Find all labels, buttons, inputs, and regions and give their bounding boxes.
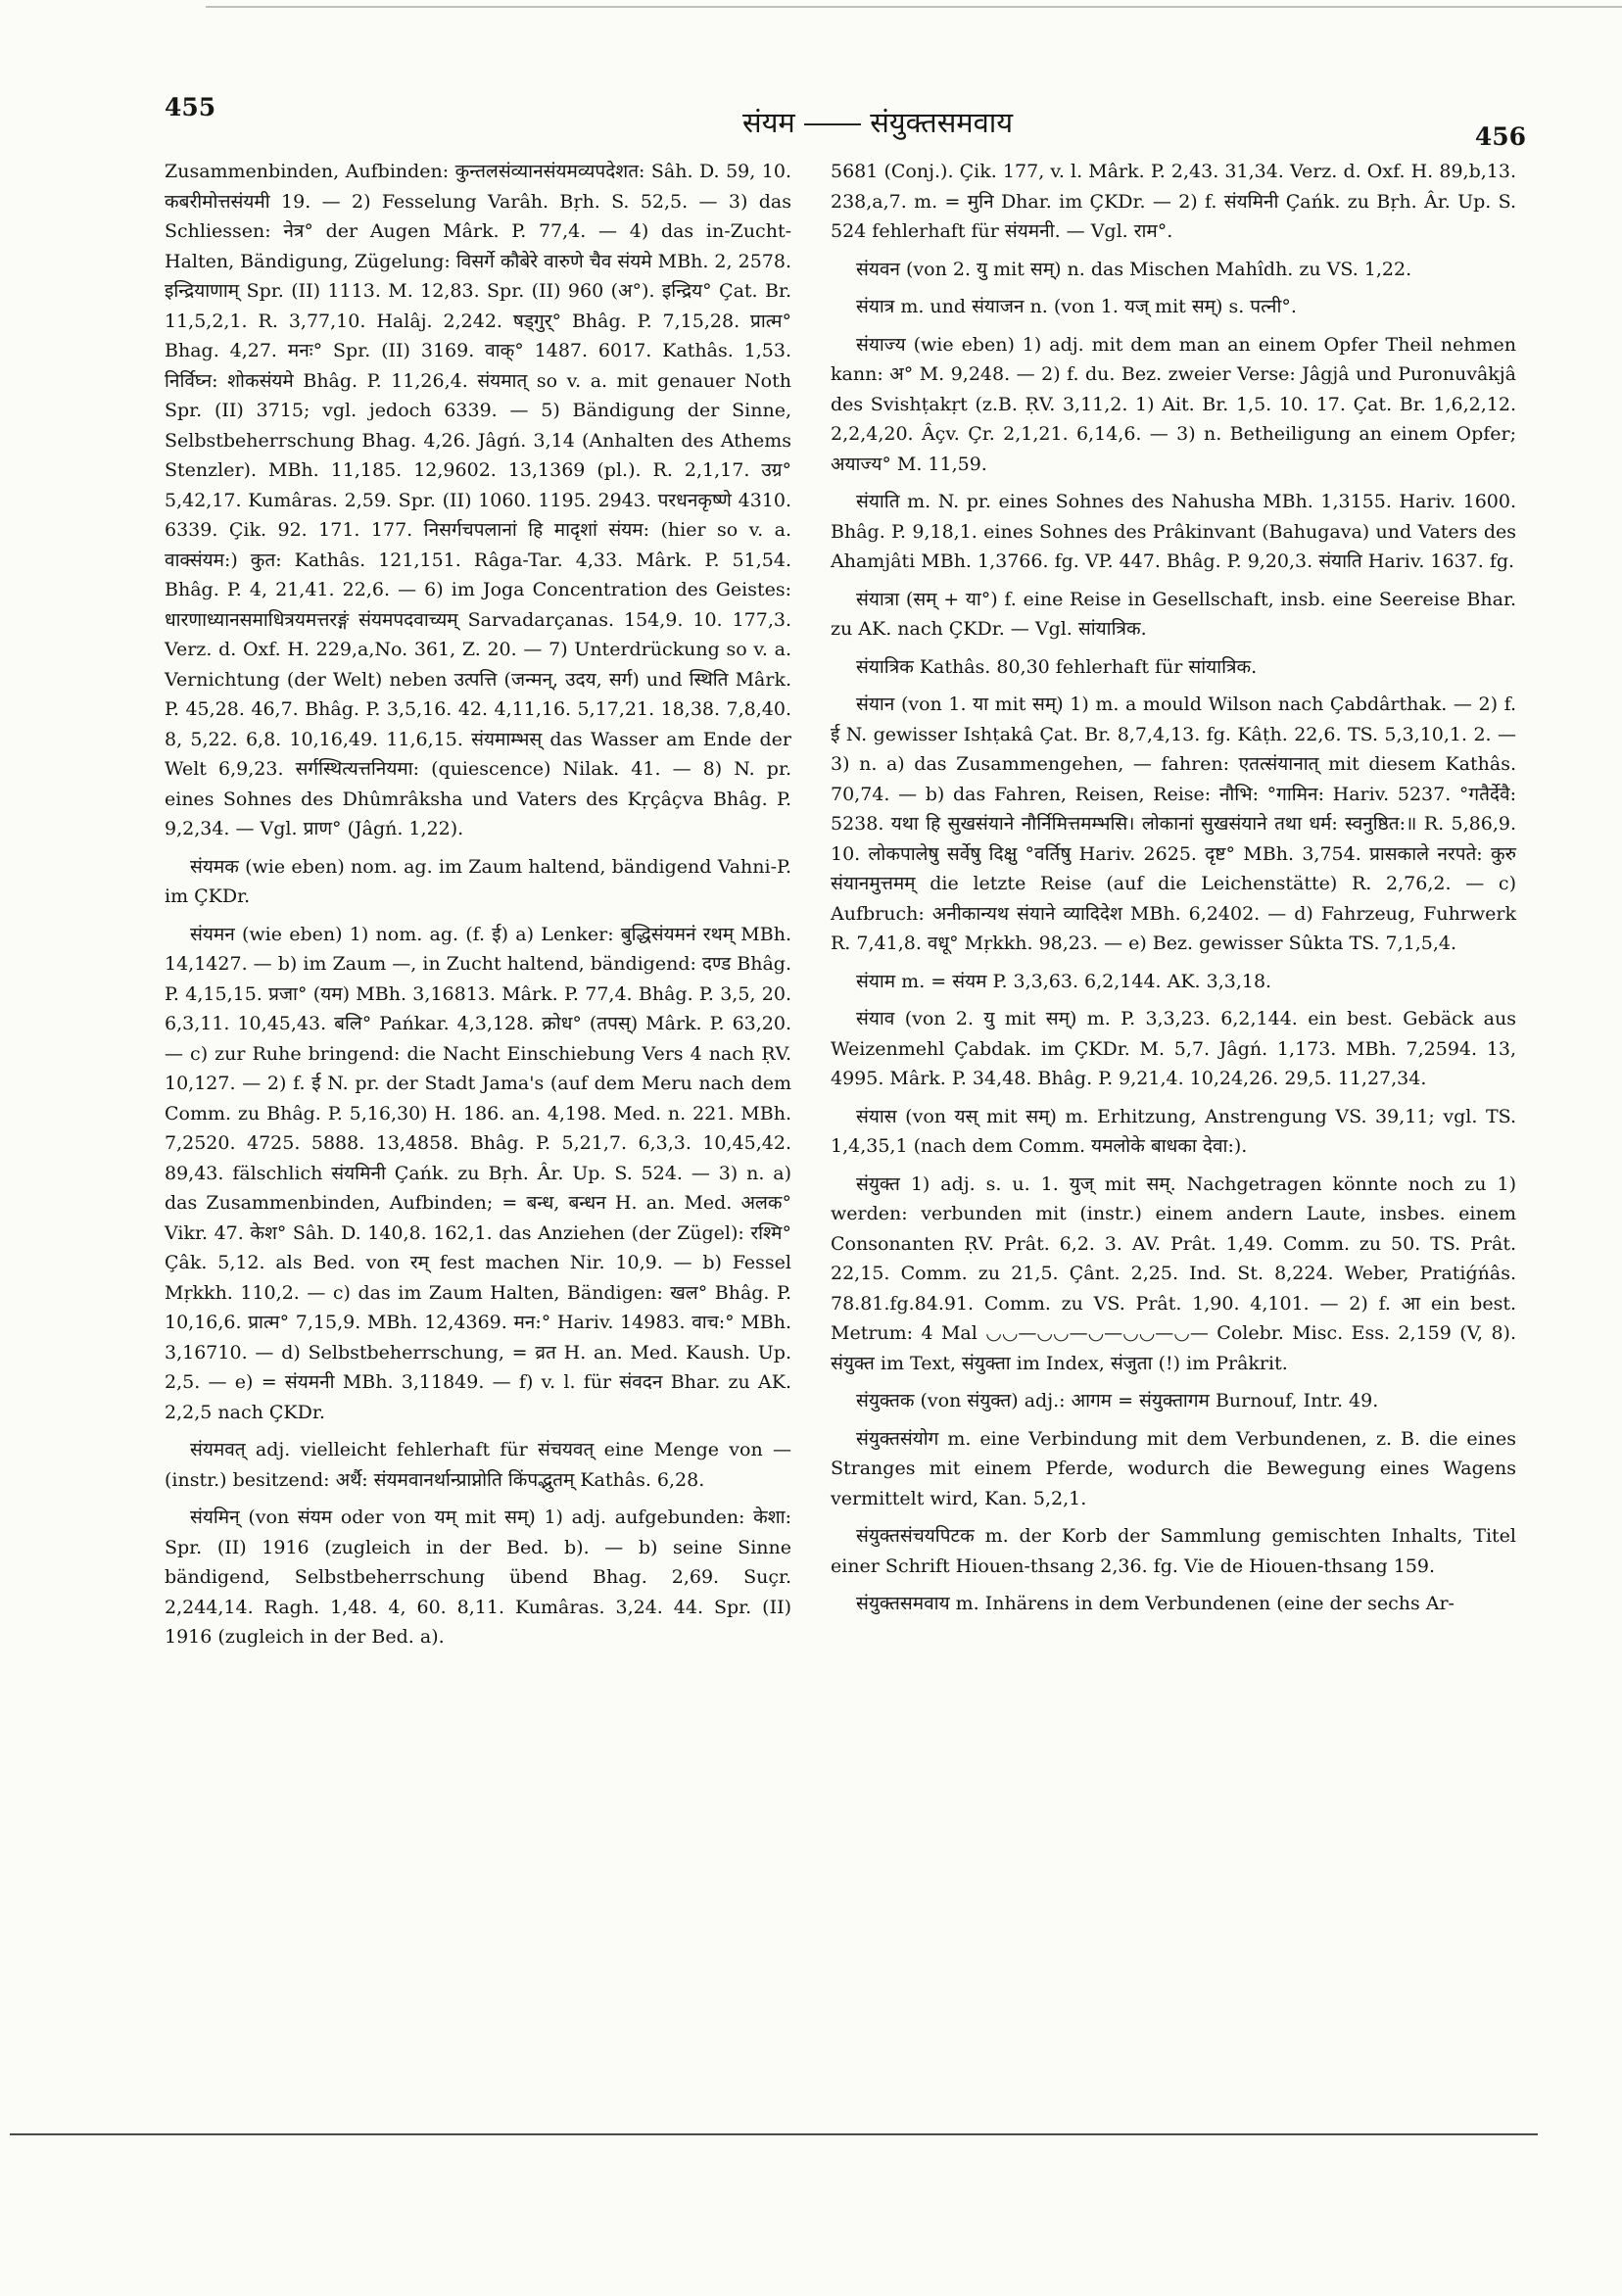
entry-paragraph: संयुक्तसमवाय m. Inhärens in dem Verbundenen (eine der sechs Ar-	[856, 1593, 1455, 1614]
entry-paragraph: संयमिन् (von संयम oder von यम् mit सम्) 1) adj. aufgebunden: केशा: Spr. (II) 1916 (zugleich in der Bed. b). — b) seine Sinne bändigend, Selbstbeherrschung übend Bhag. 2,69. Suçr. 2,244,14. Ragh. 1,48. 4, 60. 8,11. Kumâras. 3,24. 44. Spr. (II) 1916 (zugleich in der Bed. a).	[165, 1507, 791, 1648]
entry-paragraph: संयाव (von 2. यु mit सम्) m. P. 3,3,23. 6,2,144. ein best. Gebäck aus Weizenmehl Çabdak. im ÇKDr. M. 5,7. Jâgń. 1,173. MBh. 7,2594. 13, 4995. Mârk. P. 34,48. Bhâg. P. 9,21,4. 10,24,26. 29,5. 11,27,34.	[831, 1008, 1516, 1089]
entry-paragraph: संयमन (wie eben) 1) nom. ag. (f. ई) a) Lenker: बुद्धिसंयमनं रथम् MBh. 14,1427. — b) im Zaum —, in Zucht haltend, bändigend: दण्ड Bhâg. P. 4,15,15. प्रजा° (यम) MBh. 3,16813. Mârk. P. 77,4. Bhâg. P. 3,5, 20. 6,3,11. 10,45,43. बलि° Pańkar. 4,3,128. क्रोध° (तपस्) Mârk. P. 63,20. — c) zur Ruhe bringend: die Nacht Einschiebung Vers 4 nach ṚV. 10,127. — 2) f. ई N. pr. der Stadt Jama's (auf dem Meru nach dem Comm. zu Bhâg. P. 5,16,30) H. 186. an. 4,198. Med. n. 221. MBh. 7,2520. 4725. 5888. 13,4858. Bhâg. P. 5,21,7. 6,3,3. 10,45,42. 89,43. fälschlich संयमिनी Çańk. zu Bṛh. Âr. Up. S. 524. — 3) n. a) das Zusammenbinden, Aufbinden; = बन्ध, बन्धन H. an. Med. अलक° Vikr. 47. केश° Sâh. D. 140,8. 162,1. das Anziehen (der Zügel): रश्मि° Çâk. 5,12. als Bed. von रम् fest machen Nir. 10,9. — b) Fessel Mṛkkh. 110,2. — c) das im Zaum Halten, Bändigen: खल° Bhâg. P. 10,16,6. प्रात्म° 7,15,9. MBh. 12,4369. मन:° Hariv. 14983. वाच:° MBh. 3,16710. — d) Selbstbeherrschung, = व्रत H. an. Med. Kaush. Up. 2,5. — e) = संयमनी MBh. 3,11849. — f) v. l. für संवदन Bhar. zu AK. 2,2,5 nach ÇKDr.	[165, 923, 791, 1423]
page-number-left: 455	[165, 93, 216, 121]
entry-paragraph: संयाज्य (wie eben) 1) adj. mit dem man an einem Opfer Theil nehmen kann: अ° M. 9,248. — 2) f. du. Bez. zweier Verse: Jâgjâ und Puronuvâkjâ des Svishṭakṛt (z.B. ṚV. 3,11,2. 1) Ait. Br. 1,5. 10. 17. Çat. Br. 1,6,2,12. 2,2,4,20. Âçv. Çr. 2,1,21. 6,14,6. — 3) n. Betheiligung an einem Opfer; अयाज्य° M. 11,59.	[831, 333, 1516, 475]
entry-paragraph: संयुक्तक (von संयुक्त) adj.: आगम = संयुक्तागम Burnouf, Intr. 49.	[856, 1390, 1379, 1411]
entry-paragraph: संयुक्त 1) adj. s. u. 1. युज् mit सम्. Nachgetragen könnte noch zu 1) werden: verbunden mit (instr.) einem andern Laute, insbes. einem Consonanten ṚV. Prât. 6,2. 3. AV. Prât. 1,49. Comm. zu 50. TS. Prât. 22,15. Comm. zu 21,5. Çânt. 2,25. Ind. St. 8,224. Weber, Pratiǵńâs. 78.81.fg.84.91. Comm. zu VS. Prât. 1,90. 4,101. — 2) f. आ ein best. Metrum: 4 Mal ◡◡—◡◡—◡—◡◡—◡— Colebr. Misc. Ess. 2,159 (V, 8). संयुक्त im Text, संयुक्ता im Index, संजुता (!) im Prâkrit.	[831, 1172, 1516, 1374]
entry-paragraph: संयाम m. = संयम P. 3,3,63. 6,2,144. AK. 3,3,18.	[856, 970, 1272, 992]
entry-paragraph: संयात्र m. und संयाजन n. (von 1. यज् mit सम्) s. पत्नी°.	[856, 296, 1297, 317]
entry-paragraph: Zusammenbinden, Aufbinden: कुन्तलसंव्यानसंयमव्यपदेशत: Sâh. D. 59, 10. कबरीमोत्तसंयमी 19. — 2) Fesselung Varâh. Bṛh. S. 52,5. — 3) das Schliessen: नेत्र° der Augen Mârk. P. 77,4. — 4) das in-Zucht-Halten, Bändigung, Zügelung: विसर्गे कौबेरे वारुणे चैव संयमे MBh. 2, 2578. इन्द्रियाणाम् Spr. (II) 1113. M. 12,83. Spr. (II) 960 (अ°). इन्द्रिय° Çat. Br. 11,5,2,1. R. 3,77,10. Halâj. 2,242. षड्गुर्° Bhâg. P. 7,15,28. प्रात्म° Bhag. 4,27. मनः° Spr. (II) 3169. वाक्° 1487. 6017. Kathâs. 1,53. निर्विघ्न: शोकसंयमे Bhâg. P. 11,26,4. संयमात् so v. a. mit genauer Noth Spr. (II) 3715; vgl. jedoch 6339. — 5) Bändigung der Sinne, Selbstbeherrschung Bhag. 4,26. Jâgń. 3,14 (Anhalten des Athems Stenzler). MBh. 11,185. 12,9602. 13,1369 (pl.). R. 2,1,17. उग्र° 5,42,17. Kumâras. 2,59. Spr. (II) 1060. 1195. 2943. परधनकृष्णे 4310. 6339. Çik. 92. 171. 177. निसर्गचपलानां हि मादृशां संयम: (hier so v. a. वाक्संयम:) कुत: Kathâs. 121,151. Râga-Tar. 4,33. Mârk. P. 51,54. Bhâg. P. 4, 21,41. 22,6. — 6) im Joga Concentration des Geistes: धारणाध्यानसमाधित्रयमत्तरङ्गं संयमपदवाच्यम् Sarvadarçanas. 154,9. 10. 177,3. Verz. d. Oxf. H. 229,a,No. 361, Z. 20. — 7) Unterdrückung so v. a. Vernichtung (der Welt) neben उत्पत्ति (जन्मन्, उदय, सर्ग) und स्थिति Mârk. P. 45,28. 46,7. Bhâg. P. 3,5,16. 42. 4,11,16. 5,17,21. 18,38. 7,8,40. 8, 5,22. 6,8. 10,16,49. 11,6,15. संयमाम्भस् das Wasser am Ende der Welt 6,9,23. सर्गस्थित्यत्तनियमा: (quiescence) Nilak. 41. — 8) N. pr. eines Sohnes des Dhûmrâksha und Vaters des Kṛçâçva Bhâg. P. 9,2,34. — Vgl. प्राण° (Jâgń. 1,22).	[165, 161, 791, 839]
right-column	[831, 157, 1516, 1627]
entry-paragraph: संयाति m. N. pr. eines Sohnes des Nahusha MBh. 1,3155. Hariv. 1600. Bhâg. P. 9,18,1. eines Sohnes des Prâkinvant (Bahugava) und Vaters des Ahamjâti MBh. 1,3766. fg. VP. 447. Bhâg. P. 9,20,3. संयाति Hariv. 1637. fg.	[831, 491, 1516, 572]
entry-paragraph: संयुक्तसंचयपिटक m. der Korb der Sammlung gemischten Inhalts, Titel einer Schrift Hiouen-thsang 2,36. fg. Vie de Hiouen-thsang 159.	[831, 1525, 1516, 1577]
entry-paragraph: संयात्रा (सम् + या°) f. eine Reise in Gesellschaft, insb. eine Seereise Bhar. zu AK. nach ÇKDr. — Vgl. सांयात्रिक.	[831, 588, 1516, 640]
top-edge-rule	[206, 6, 1622, 8]
left-column	[165, 157, 791, 1660]
page-header	[165, 93, 1536, 152]
bottom-rule	[10, 2133, 1538, 2135]
entry-paragraph: संयान (von 1. या mit सम्) 1) m. a mould Wilson nach Çabdârthak. — 2) f. ई N. gewisser Ishṭakâ Çat. Br. 8,7,4,13. fg. Kâṭh. 22,6. TS. 5,3,10,1. 2. — 3) n. a) das Zusammengehen, — fahren: एतत्संयानात् mit diesem Kathâs. 70,74. — b) das Fahren, Reisen, Reise: नौभि: °गामिन: Hariv. 5237. °गतैर्देवै: 5238. यथा हि सुखसंयाने नौर्निमित्तमम्भसि। लोकानां सुखसंयाने तथा धर्म: स्वनुष्ठित:॥ R. 5,86,9. 10. लोकपालेषु सर्वेषु दिक्षु °वर्तिषु Hariv. 2625. दृष्ट° MBh. 3,754. प्रासकाले नरपते: कुरु संयानमुत्तमम् die letzte Reise (auf die Leichenstätte) R. 2,76,2. — c) Aufbruch: अनीकान्यथ संयाने व्यादिदेश MBh. 6,2402. — d) Fahrzeug, Fuhrwerk R. 7,41,8. वधू° Mṛkkh. 98,23. — e) Bez. gewisser Sûkta TS. 7,1,5,4.	[831, 694, 1516, 954]
page-number-right: 456	[1474, 122, 1526, 151]
entry-paragraph: संयुक्तसंयोग m. eine Verbindung mit dem Verbundenen, z. B. die eines Stranges mit einem Pferde, wodurch die Bewegung eines Wagens vermittelt wird, Kan. 5,2,1.	[831, 1427, 1516, 1509]
entry-paragraph: संयात्रिक Kathâs. 80,30 fehlerhaft für सांयात्रिक.	[856, 655, 1258, 678]
running-title: संयम ―― संयुक्तसमवाय	[742, 106, 1014, 139]
entry-paragraph: संयमवत् adj. vielleicht fehlerhaft für संचयवत् eine Menge von — (instr.) besitzend: अर्थै: संयमवानर्थान्प्राप्नोति किंपद्भुतम् Kathâs. 6,28.	[165, 1439, 791, 1491]
entry-paragraph: संयवन (von 2. यु mit सम्) n. das Mischen Mahîdh. zu VS. 1,22.	[856, 258, 1412, 280]
entry-paragraph: संयमक (wie eben) nom. ag. im Zaum haltend, bändigend Vahni-P. im ÇKDr.	[165, 855, 791, 907]
entry-paragraph: 5681 (Conj.). Çik. 177, v. l. Mârk. P. 2,43. 31,34. Verz. d. Oxf. H. 89,b,13. 238,a,7. m. = मुनि Dhar. im ÇKDr. — 2) f. संयमिनी Çańk. zu Bṛh. Âr. Up. S. 524 fehlerhaft für संयमनी. — Vgl. राम°.	[831, 161, 1516, 242]
entry-paragraph: संयास (von यस् mit सम्) m. Erhitzung, Anstrengung VS. 39,11; vgl. TS. 1,4,35,1 (nach dem Comm. यमलोके बाधका देवा:).	[831, 1105, 1516, 1157]
